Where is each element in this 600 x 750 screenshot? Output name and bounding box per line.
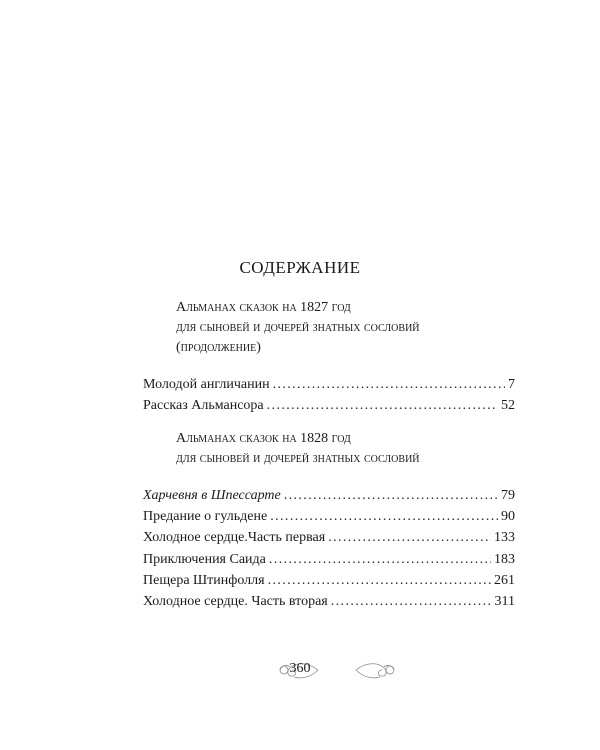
dot-leader bbox=[268, 570, 491, 591]
toc-entry-title: Пещера Штинфолля bbox=[143, 572, 265, 588]
toc-entry[interactable] bbox=[143, 527, 515, 548]
toc-entry-title: Молодой англичанин bbox=[143, 377, 270, 392]
right-flourish-ornament bbox=[354, 658, 396, 682]
dot-leader bbox=[270, 506, 498, 527]
toc-entry-title: Холодное сердце. Часть вторая bbox=[143, 594, 328, 610]
dot-leader bbox=[284, 485, 498, 506]
section-1-subtitle: для сыновей и дочерей знатных сословий bbox=[176, 320, 420, 335]
page-footer bbox=[0, 656, 600, 684]
toc-entry-title: Харчевня в Шпессарте bbox=[143, 488, 281, 503]
toc-entry-title: Предание о гульдене bbox=[143, 509, 268, 525]
dot-leader bbox=[267, 395, 498, 416]
toc-entry[interactable] bbox=[143, 374, 515, 395]
toc-entry-page: 7 bbox=[508, 377, 515, 392]
toc-entry-title: Рассказ Альмансора bbox=[143, 398, 264, 414]
section-1-note: (продолжение) bbox=[176, 340, 261, 355]
toc-entry-page: 261 bbox=[494, 572, 515, 588]
toc-entry[interactable] bbox=[143, 549, 515, 570]
dot-leader bbox=[269, 549, 491, 570]
dot-leader bbox=[328, 527, 491, 548]
toc-title: СОДЕРЖАНИЕ bbox=[239, 258, 361, 277]
section-1-heading bbox=[176, 298, 420, 358]
toc-entry-page: 133 bbox=[494, 530, 515, 546]
toc-entry-page: 90 bbox=[501, 509, 515, 525]
section-1-title: Альманах сказок на 1827 год bbox=[176, 300, 351, 315]
dot-leader bbox=[331, 591, 492, 612]
toc-entry[interactable] bbox=[143, 570, 515, 591]
toc-entry-page: 183 bbox=[494, 551, 515, 567]
toc-entry[interactable] bbox=[143, 506, 515, 527]
toc-entry[interactable] bbox=[143, 591, 515, 612]
section-1-entries bbox=[143, 374, 515, 416]
toc-entry[interactable] bbox=[143, 485, 515, 506]
section-2-title: Альманах сказок на 1828 год bbox=[176, 431, 351, 446]
section-2-heading bbox=[176, 429, 420, 469]
toc-entry-page: 311 bbox=[494, 594, 515, 610]
dot-leader bbox=[273, 374, 505, 395]
toc-entry-page: 79 bbox=[501, 488, 515, 503]
page-number: 360 bbox=[289, 661, 311, 676]
section-2-entries bbox=[143, 485, 515, 612]
section-2-subtitle: для сыновей и дочерей знатных сословий bbox=[176, 451, 420, 466]
toc-entry[interactable] bbox=[143, 395, 515, 416]
toc-entry-title: Холодное сердце.Часть первая bbox=[143, 530, 326, 546]
toc-entry-page: 52 bbox=[501, 398, 515, 414]
toc-entry-title: Приключения Саида bbox=[143, 551, 266, 567]
